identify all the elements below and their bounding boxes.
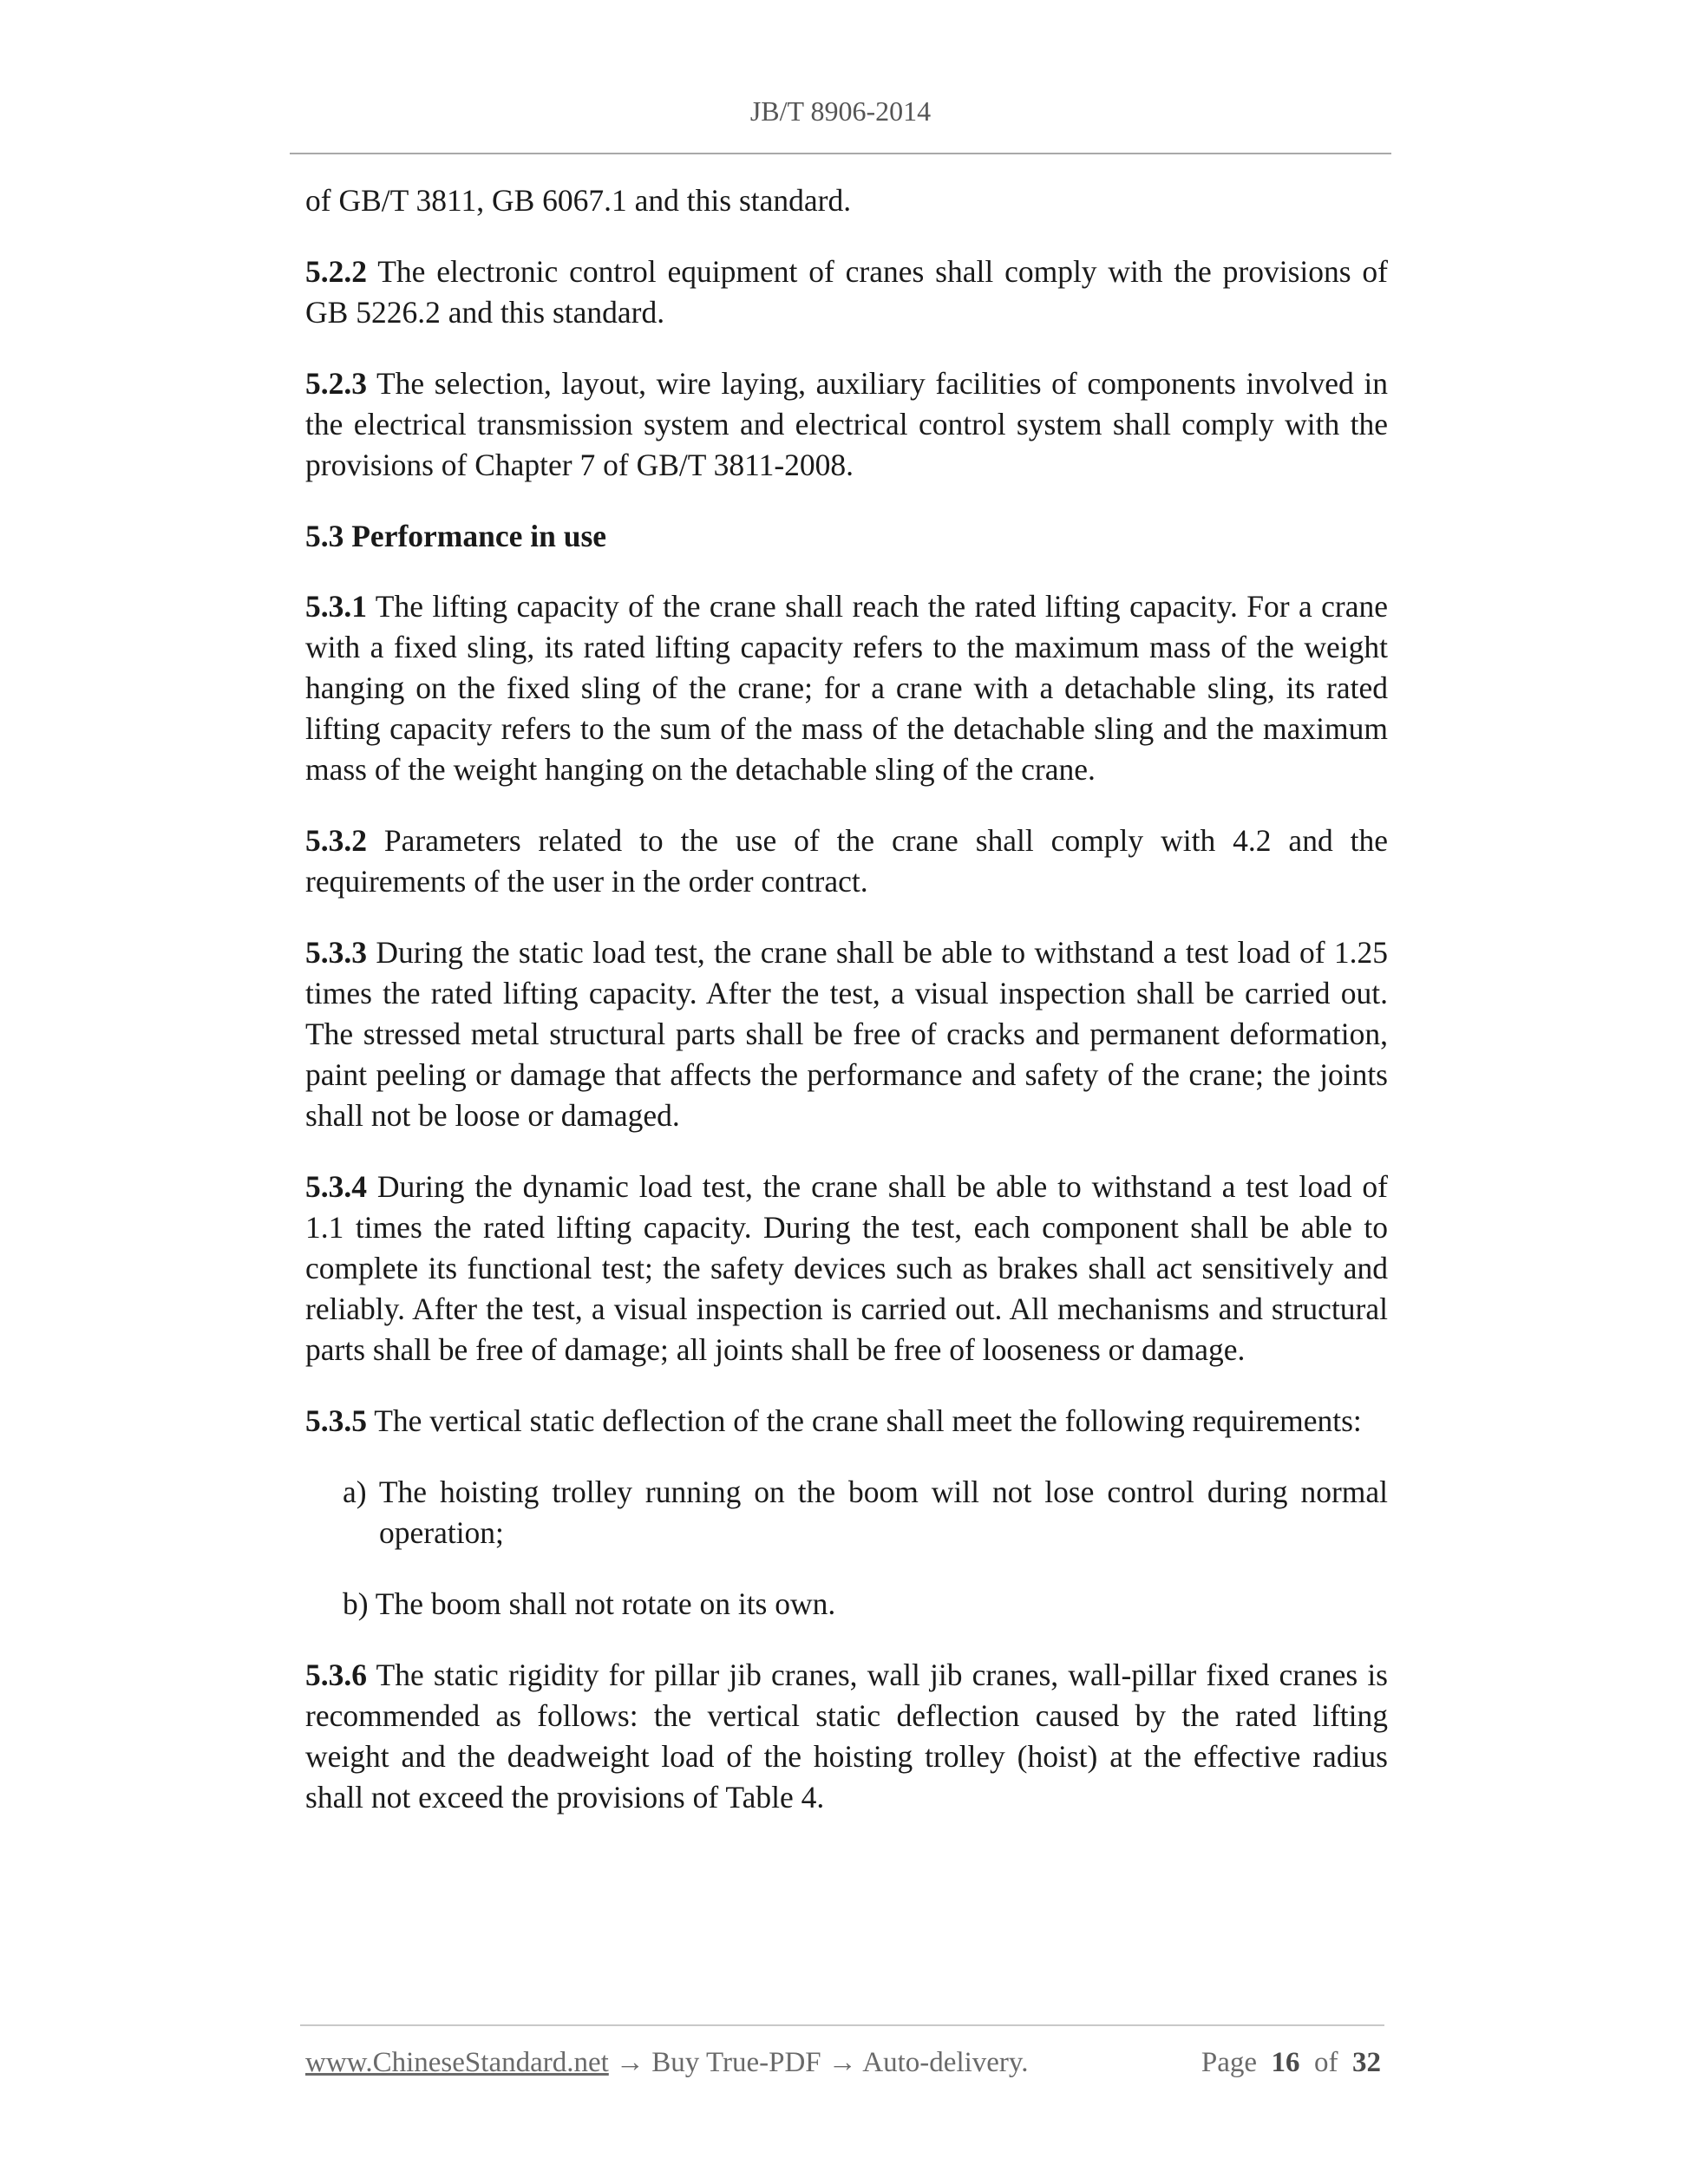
clause-text: The selection, layout, wire laying, auxiliary facilities of components involved in the electrical transmission system and electrical control system shall comply with the provisions of Chapter 7 of GB/T 3811-2008. xyxy=(305,366,1388,482)
clause-number: 5.3.5 xyxy=(305,1403,367,1438)
clause-text: The electronic control equipment of cranes shall comply with the provisions of GB 5226.2 and this standard. xyxy=(305,254,1388,330)
clause-5-3-5 xyxy=(305,1401,1388,1442)
page-label: Page xyxy=(1201,2047,1257,2078)
clause-5-2-2 xyxy=(305,252,1388,333)
promo-text: → Buy True-PDF → Auto-delivery. xyxy=(608,2047,1029,2078)
clause-number: 5.3.4 xyxy=(305,1169,367,1204)
clause-number: 5.3.1 xyxy=(305,589,367,624)
total-pages: 32 xyxy=(1352,2047,1381,2078)
clause-number: 5.2.2 xyxy=(305,254,367,289)
clause-text: During the dynamic load test, the crane shall be able to withstand a test load of 1.1 times the rated lifting capacity. During the test, each component shall be able to complete its functional test; the safety devices such as brakes shall act sensitively and reliably. After the test, a visual inspection is carried out. All mechanisms and structural parts shall be free of damage; all joints shall be free of looseness or damage. xyxy=(305,1169,1388,1367)
paragraph-continuation xyxy=(305,180,1388,221)
clause-text: The static rigidity for pillar jib cranes, wall jib cranes, wall-pillar fixed cranes is recommended as follows: the vertical static deflection caused by the rated lifting weight and the deadweight load of the hoisting trolley (hoist) at the effective radius shall not exceed the provisions of Table 4. xyxy=(305,1658,1388,1815)
clause-5-3-3 xyxy=(305,932,1388,1136)
section-heading-5-3: 5.3 Performance in use xyxy=(305,519,607,553)
clause-5-3-4 xyxy=(305,1167,1388,1370)
site-link[interactable]: www.ChineseStandard.net xyxy=(305,2047,609,2078)
footer-divider xyxy=(300,2024,1384,2026)
clause-text: The lifting capacity of the crane shall reach the rated lifting capacity. For a crane with a fixed sling, its rated lifting capacity refers to the maximum mass of the weight hanging on the fixed sling of the crane; for a crane with a detachable sling, its rated lifting capacity refers to the sum of the mass of the detachable sling and the maximum mass of the weight hanging on the detachable sling of the crane. xyxy=(305,589,1388,787)
clause-text: During the static load test, the crane shall be able to withstand a test load of 1.25 times the rated lifting capacity. After the test, a visual inspection shall be carried out. The stressed metal structural parts shall be free of cracks and permanent deformation, paint peeling or damage that affects the performance and safety of the crane; the joints shall not be loose or damaged. xyxy=(305,935,1388,1133)
page-indicator xyxy=(1201,2045,1381,2080)
clause-5-3-2 xyxy=(305,821,1388,902)
clause-5-2-3 xyxy=(305,363,1388,486)
document-body xyxy=(305,180,1388,1848)
clause-5-3-6 xyxy=(305,1655,1388,1818)
clause-number: 5.3.3 xyxy=(305,935,367,970)
list-item-a: a) The hoisting trolley running on the boom will not lose control during normal operation; xyxy=(343,1475,1388,1550)
list-item-b: b) The boom shall not rotate on its own. xyxy=(343,1586,836,1621)
clause-text: The vertical static deflection of the crane shall meet the following requirements: xyxy=(367,1403,1362,1438)
footer-promo xyxy=(305,2045,1029,2080)
header-divider xyxy=(290,153,1391,154)
page-number: 16 xyxy=(1271,2047,1300,2078)
clause-number: 5.2.3 xyxy=(305,366,367,401)
clause-5-3-1 xyxy=(305,586,1388,790)
clause-number: 5.3.2 xyxy=(305,823,367,858)
of-label: of xyxy=(1314,2047,1338,2078)
clause-text: Parameters related to the use of the crane shall comply with 4.2 and the requirements of the user in the order contract. xyxy=(305,823,1388,899)
clause-number: 5.3.6 xyxy=(305,1658,367,1692)
running-header: JB/T 8906-2014 xyxy=(749,95,932,127)
paragraph-text: of GB/T 3811, GB 6067.1 and this standard. xyxy=(305,183,852,218)
